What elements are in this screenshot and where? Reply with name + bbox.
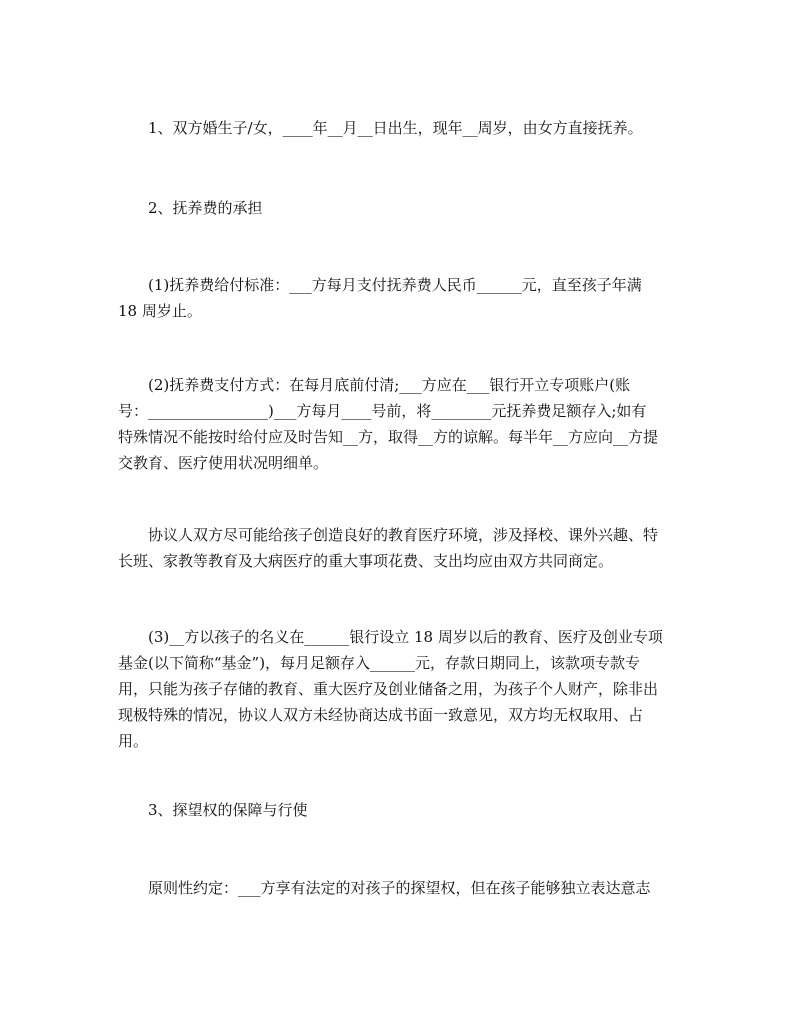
text-line: 18 周岁止。 [118, 302, 202, 320]
text-line: 原则性约定：___方享有法定的对孩子的探望权，但在孩子能够独立表达意志 [148, 879, 651, 897]
paragraph-fee-standard [118, 272, 678, 324]
text-line: 用，只能为孩子存储的教育、重大医疗及创业储备之用，为孩子个人财产，除非出 [118, 680, 659, 698]
text-line: (2)抚养费支付方式：在每月底前付清;___方应在___银行开立专项账户(账 [148, 376, 631, 394]
text-line: 1、双方婚生子/女，____年__月__日出生，现年__周岁，由女方直接抚养。 [148, 119, 643, 137]
text-line: 协议人双方尽可能给孩子创造良好的教育医疗环境，涉及择校、课外兴趣、特 [148, 526, 659, 544]
paragraph-fund [118, 624, 678, 754]
text-line: 用。 [118, 732, 149, 750]
paragraph-education-medical [118, 522, 678, 574]
text-line: 号：________________)___方每月____号前，将________元抚养费足额存入;如有 [118, 402, 647, 420]
text-line: 2、抚养费的承担 [148, 199, 263, 217]
text-line: (1)抚养费给付标准：___方每月支付抚养费人民币______元，直至孩子年满 [148, 276, 642, 294]
section-heading-support-fee [118, 195, 678, 221]
text-line: 3、探望权的保障与行使 [148, 801, 308, 819]
text-line: 特殊情况不能按时给付应及时告知__方，取得__方的谅解。每半年__方应向__方提 [118, 428, 659, 446]
paragraph-visitation-principle [118, 875, 678, 901]
text-line: 长班、家教等教育及大病医疗的重大事项花费、支出均应由双方共同商定。 [118, 552, 614, 570]
text-line: 交教育、医疗使用状况明细单。 [118, 454, 329, 472]
text-line: (3)__方以孩子的名义在______银行设立 18 周岁以后的教育、医疗及创业专项 [148, 628, 663, 646]
section-heading-visitation [118, 797, 678, 823]
paragraph-payment-method [118, 372, 678, 476]
text-line: 现极特殊的情况，协议人双方未经协商达成书面一致意见，双方均无权取用、占 [118, 706, 644, 724]
paragraph-child-info [118, 115, 678, 141]
text-line: 基金(以下简称“基金”)，每月足额存入______元，存款日期同上，该款项专款专 [118, 654, 641, 672]
